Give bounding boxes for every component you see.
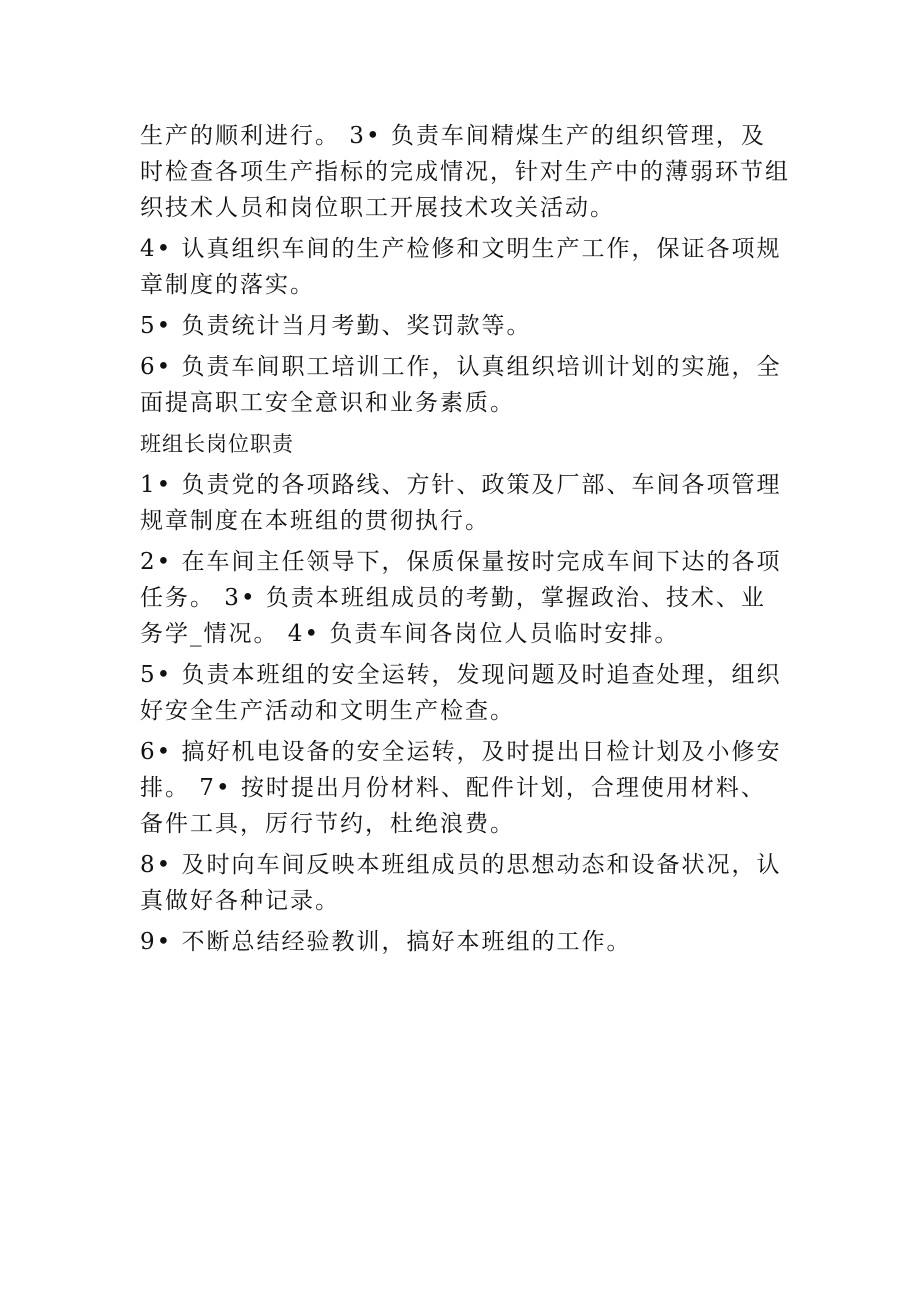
text-line: 排。 7• 按时提出月份材料、配件计划，合理使用材料、 [140,775,766,801]
paragraph-team-item-6-7 [140,734,790,842]
text-line: 1• 负责党的各项路线、方针、政策及厂部、车间各项管理 [140,472,782,498]
text-line: 织技术人员和岗位职工开展技术攻关活动。 [140,195,615,221]
text-line: 9• 不断总结经验教训，搞好本班组的工作。 [140,929,632,955]
text-line: 生产的顺利进行。 3• 负责车间精煤生产的组织管理，及 [140,123,766,149]
text-line: 规章制度在本班组的贯彻执行。 [140,508,490,534]
paragraph-team-item-9 [140,924,790,960]
text-line: 8• 及时向车间反映本班组成员的思想动态和设备状况，认 [140,852,782,878]
text-line: 6• 搞好机电设备的安全运转，及时提出日检计划及小修安 [140,739,782,765]
paragraph-workshop-item-2-3 [140,118,790,226]
text-line: 章制度的落实。 [140,272,315,298]
paragraph-workshop-item-5 [140,308,790,344]
heading-text: 班组长岗位职责 [140,432,294,456]
text-line: 时检查各项生产指标的完成情况，针对生产中的薄弱环节组 [140,159,790,185]
text-line: 5• 负责统计当月考勤、奖罚款等。 [140,313,532,339]
text-line: 备件工具，厉行节约，杜绝浪费。 [140,811,515,837]
paragraph-workshop-item-4 [140,231,790,303]
text-line: 2• 在车间主任领导下，保质保量按时完成车间下达的各项 [140,549,782,575]
text-line: 真做好各种记录。 [140,888,340,914]
text-line: 4• 认真组织车间的生产检修和文明生产工作，保证各项规 [140,236,782,262]
paragraph-team-item-1 [140,467,790,539]
paragraph-team-item-5 [140,657,790,729]
paragraph-workshop-item-6 [140,349,790,421]
text-line: 面提高职工安全意识和业务素质。 [140,390,515,416]
text-line: 5• 负责本班组的安全运转，发现问题及时追查处理，组织 [140,662,782,688]
text-line: 务学_情况。 4• 负责车间各岗位人员临时安排。 [140,621,680,647]
section-heading-team-leader [140,426,790,462]
text-line: 任务。 3• 负责本班组成员的考勤，掌握政治、技术、业 [140,585,766,611]
text-line: 好安全生产活动和文明生产检查。 [140,698,515,724]
paragraph-team-item-2-4 [140,544,790,652]
document-body [140,118,790,965]
paragraph-team-item-8 [140,847,790,919]
text-line: 6• 负责车间职工培训工作，认真组织培训计划的实施，全 [140,354,782,380]
